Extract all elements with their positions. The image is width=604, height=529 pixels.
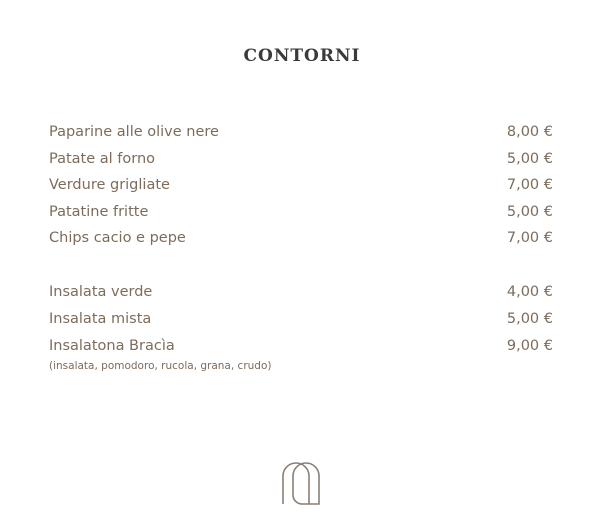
item-price: 5,00 € bbox=[506, 204, 553, 220]
menu-item bbox=[49, 202, 553, 222]
menu-item bbox=[49, 122, 553, 142]
item-price: 8,00 € bbox=[506, 124, 553, 140]
item-price: 9,00 € bbox=[506, 338, 553, 354]
item-name: Insalata verde bbox=[49, 284, 153, 300]
menu-item bbox=[49, 175, 553, 195]
section-title: CONTORNI bbox=[243, 46, 361, 66]
item-name: Paparine alle olive nere bbox=[49, 124, 219, 140]
item-name: Patatine fritte bbox=[49, 204, 149, 220]
item-name: Verdure grigliate bbox=[49, 177, 170, 193]
item-price: 7,00 € bbox=[506, 177, 553, 193]
menu-item bbox=[49, 282, 553, 302]
item-name: Patate al forno bbox=[49, 151, 156, 167]
menu-item bbox=[49, 336, 553, 356]
item-description: (insalata, pomodoro, rucola, grana, crudo) bbox=[49, 360, 272, 372]
item-price: 4,00 € bbox=[506, 284, 553, 300]
item-price: 5,00 € bbox=[506, 311, 553, 327]
item-price: 5,00 € bbox=[506, 151, 553, 167]
item-name: Chips cacio e pepe bbox=[49, 230, 186, 246]
item-name: Insalatona Bracìa bbox=[49, 338, 175, 354]
item-price: 7,00 € bbox=[506, 230, 553, 246]
menu-item bbox=[49, 149, 553, 169]
menu-item bbox=[49, 309, 553, 329]
menu-item bbox=[49, 228, 553, 248]
logo-icon bbox=[280, 460, 322, 506]
item-name: Insalata mista bbox=[49, 311, 152, 327]
